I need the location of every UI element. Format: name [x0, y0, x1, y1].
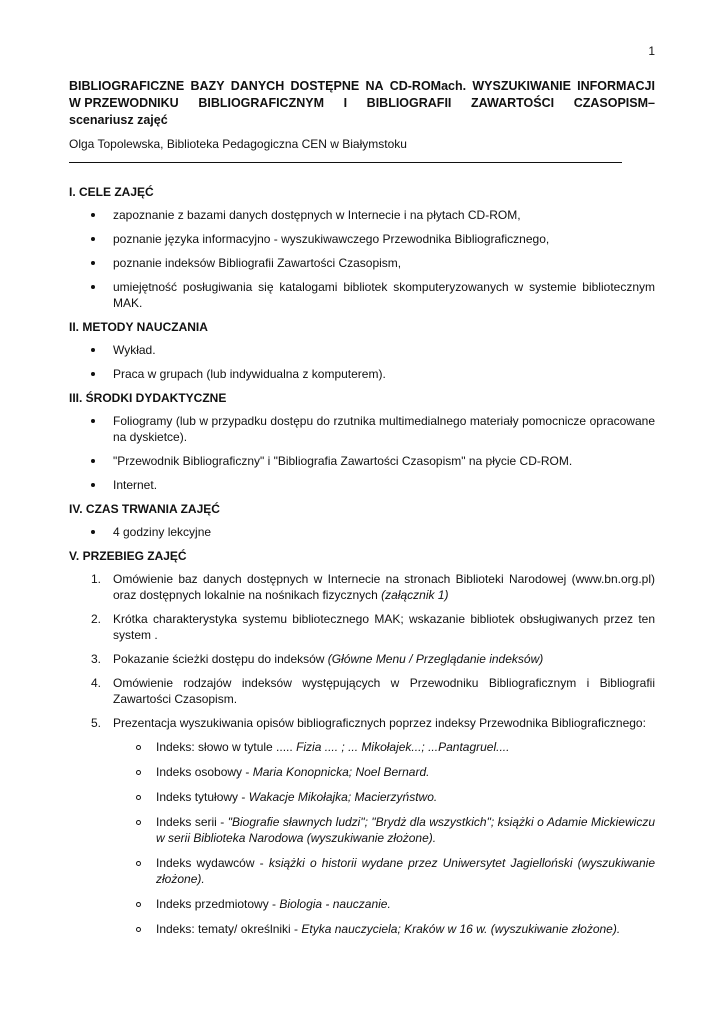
section-heading-przebieg: V. PRZEBIEG ZAJĘĆ [69, 549, 187, 563]
document-title [69, 78, 655, 129]
title-word: ZAWARTOŚCI [470, 96, 555, 110]
title-word: I [343, 96, 348, 110]
item-number: 5. [91, 716, 102, 730]
list-item: Internet. [69, 477, 655, 493]
page-number: 1 [648, 44, 655, 58]
list-item: Praca w grupach (lub indywidualna z komputerem). [69, 366, 655, 382]
title-word: DOSTĘPNE [290, 79, 360, 93]
title-line-1 [69, 78, 655, 95]
sub-list-item [69, 739, 655, 755]
numbered-item [69, 675, 655, 707]
numbered-list-przebieg [69, 571, 655, 731]
title-line-2 [69, 95, 655, 112]
sub-item-italic: "Biografie sławnych ludzi"; "Brydż dla wszystkich"; książki o Adamie Mickiewiczu w serii Biblioteka Narodowa (wyszukiwanie złożone). [156, 815, 655, 845]
item-italic: (Główne Menu / Przeglądanie indeksów) [327, 652, 544, 666]
title-word: CD-ROMach. [389, 79, 467, 93]
item-text: Krótka charakterystyka systemu bibliotecznego MAK; wskazanie bibliotek obsługiwanych przez ten system . [113, 612, 655, 642]
item-text: Prezentacja wyszukiwania opisów bibliograficznych poprzez indeksy Przewodnika Bibliograficznego: [113, 716, 646, 730]
list-item: poznanie języka informacyjno - wyszukiwawczego Przewodnika Bibliograficznego, [69, 231, 655, 247]
title-word: W PRZEWODNIKU [69, 96, 179, 110]
title-word: INFORMACJI [577, 79, 655, 93]
list-item: 4 godziny lekcyjne [69, 524, 655, 540]
sub-item-text: Indeks serii - [156, 815, 228, 829]
list-item: Wykład. [69, 342, 655, 358]
numbered-item [69, 715, 655, 731]
section-heading-cele: I. CELE ZAJĘĆ [69, 185, 154, 199]
item-number: 2. [91, 612, 102, 626]
title-word: NA [365, 79, 384, 93]
item-number: 4. [91, 676, 102, 690]
section-heading-srodki: III. ŚRODKI DYDAKTYCZNE [69, 391, 227, 405]
horizontal-rule [69, 162, 622, 163]
list-item: poznanie indeksów Bibliografii Zawartości Czasopism, [69, 255, 655, 271]
sub-item-text: Indeks przedmiotowy - [156, 897, 280, 911]
document-body [69, 184, 655, 946]
sub-item-italic: Wakacje Mikołajka; Macierzyństwo. [248, 790, 438, 804]
sub-list-item [69, 764, 655, 780]
numbered-item [69, 571, 655, 603]
item-italic: (załącznik 1) [381, 588, 449, 602]
list-item: "Przewodnik Bibliograficzny" i "Bibliografia Zawartości Czasopism" na płycie CD-ROM. [69, 453, 655, 469]
sub-list-item [69, 855, 655, 887]
bullet-list-cele [69, 207, 655, 311]
title-word: BIBLIOGRAFII [366, 96, 452, 110]
section-heading-czas: IV. CZAS TRWANIA ZAJĘĆ [69, 502, 220, 516]
sub-list-item [69, 896, 655, 912]
title-word: WYSZUKIWANIE [472, 79, 571, 93]
numbered-item [69, 611, 655, 643]
section-heading-metody: II. METODY NAUCZANIA [69, 320, 208, 334]
sub-list-indeksy [69, 739, 655, 937]
bullet-list-czas [69, 524, 655, 540]
bullet-list-srodki [69, 413, 655, 493]
numbered-item [69, 651, 655, 667]
item-text: Omówienie rodzajów indeksów występujących w Przewodniku Bibliograficznym i Bibliografii Zawartości Czasopism. [113, 676, 655, 706]
title-word: DANYCH [230, 79, 285, 93]
title-word: CZASOPISM– [573, 96, 655, 110]
sub-item-italic: Maria Konopnicka; Noel Bernard. [252, 765, 430, 779]
sub-item-text: Indeks osobowy - [156, 765, 253, 779]
list-item: zapoznanie z bazami danych dostępnych w Internecie i na płytach CD-ROM, [69, 207, 655, 223]
title-word: BAZY [190, 79, 225, 93]
item-number: 1. [91, 572, 102, 586]
sub-list-item [69, 814, 655, 846]
sub-list-item [69, 789, 655, 805]
list-item: umiejętność posługiwania się katalogami bibliotek skomputeryzowanych w systemie bibliotecznym MAK. [69, 279, 655, 311]
list-item: Foliogramy (lub w przypadku dostępu do rzutnika multimedialnego materiały pomocnicze opracowane na dyskietce). [69, 413, 655, 445]
title-word: BIBLIOGRAFICZNYM [198, 96, 324, 110]
sub-item-italic: książki o historii wydane przez Uniwersytet Jagielloński (wyszukiwanie złożone). [156, 856, 655, 886]
sub-item-text: Indeks: słowo w tytule ..... [156, 740, 297, 754]
item-number: 3. [91, 652, 102, 666]
item-text: Omówienie baz danych dostępnych w Internecie na stronach Biblioteki Narodowej (www.bn.org.pl) oraz dostępnych lokalnie na nośnikach fizycznych [113, 572, 655, 602]
sub-item-italic: Fizia .... ; ... Mikołajek...; ...Pantagruel.... [296, 740, 510, 754]
author-line: Olga Topolewska, Biblioteka Pedagogiczna CEN w Białymstoku [69, 137, 407, 151]
sub-item-text: Indeks tytułowy - [156, 790, 249, 804]
item-text: Pokazanie ścieżki dostępu do indeksów [113, 652, 328, 666]
bullet-list-metody [69, 342, 655, 382]
title-line-3: scenariusz zajęć [69, 113, 168, 127]
sub-item-italic: Biologia - nauczanie. [279, 897, 391, 911]
sub-list-item [69, 921, 655, 937]
sub-item-text: Indeks: tematy/ określniki - [156, 922, 302, 936]
sub-item-italic: Etyka nauczyciela; Kraków w 16 w. (wyszukiwanie złożone). [301, 922, 621, 936]
sub-item-text: Indeks wydawców - [156, 856, 269, 870]
title-word: BIBLIOGRAFICZNE [69, 79, 185, 93]
